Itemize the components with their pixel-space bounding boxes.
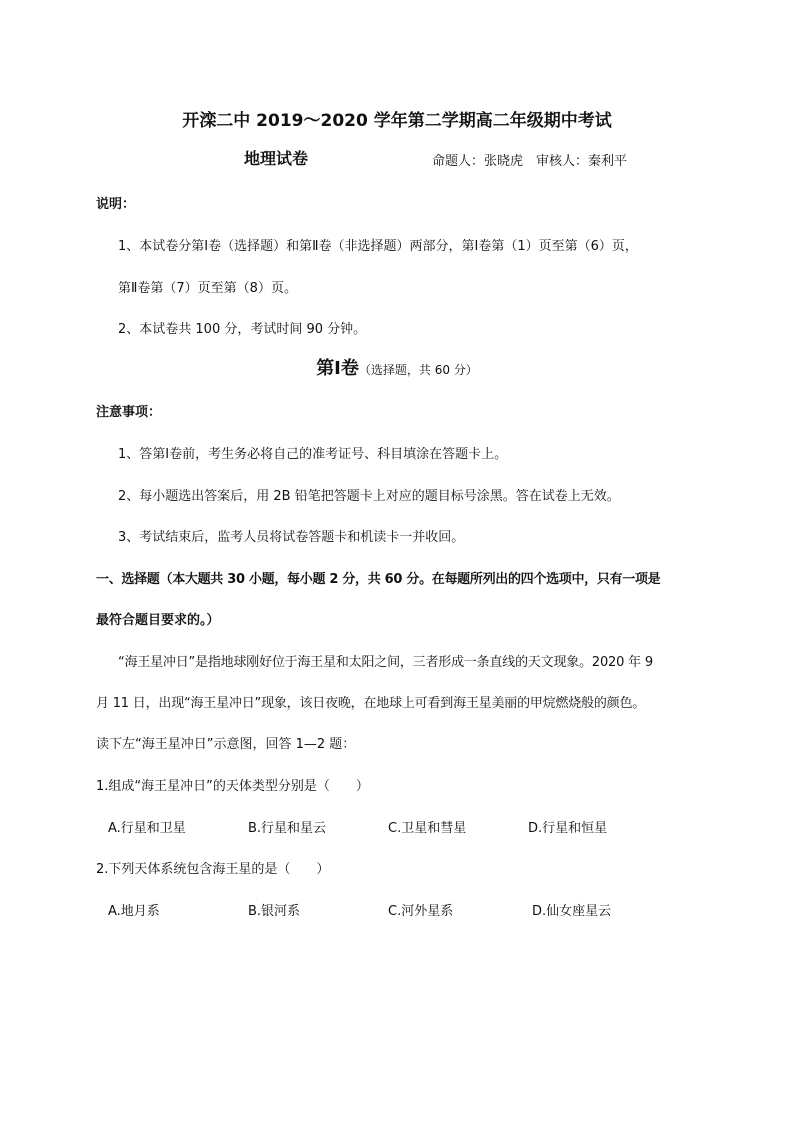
question-2-option-d: D.仙女座星云	[532, 904, 612, 919]
instruction-item-2: 2、本试卷共 100 分，考试时间 90 分钟。	[118, 322, 367, 337]
passage-line-3: 读下左“海王星冲日”示意图，回答 1—2 题：	[96, 737, 356, 752]
question-1-option-a: A.行星和卫星	[108, 821, 186, 836]
instruction-item-1-line-1: 1、本试卷分第Ⅰ卷（选择题）和第Ⅱ卷（非选择题）两部分，第Ⅰ卷第（1）页至第（6）页，	[118, 239, 638, 254]
question-2-option-c: C.河外星系	[388, 904, 454, 919]
exam-title: 开滦二中 2019～2020 学年第二学期高二年级期中考试	[182, 111, 612, 131]
question-2-option-a: A.地月系	[108, 904, 160, 919]
notes-heading: 注意事项：	[96, 405, 162, 420]
question-1-stem: 1.组成“海王星冲日”的天体类型分别是（ ）	[96, 779, 369, 794]
section-1-heading	[0, 354, 794, 380]
section-1-title: 第Ⅰ卷	[316, 358, 359, 379]
instruction-item-1-line-2: 第Ⅱ卷第（7）页至第（8）页。	[118, 281, 297, 296]
passage-line-2: 月 11 日，出现“海王星冲日”现象，该日夜晚，在地球上可看到海王星美丽的甲烷燃烧般的颜色。	[96, 696, 646, 711]
question-2-option-b: B.银河系	[248, 904, 301, 919]
instructions-heading: 说明：	[96, 197, 136, 212]
passage-line-1: “海王星冲日”是指地球刚好位于海王星和太阳之间，三者形成一条直线的天文现象。2020 年 9	[118, 655, 653, 670]
note-item-2: 2、每小题选出答案后，用 2B 铅笔把答题卡上对应的题目标号涂黑。答在试卷上无效。	[118, 489, 620, 504]
section-1-subtitle: （选择题，共 60 分）	[358, 363, 478, 377]
question-1-option-c: C.卫星和彗星	[388, 821, 467, 836]
authors-line: 命题人：张晓虎 审核人：秦利平	[432, 154, 628, 169]
note-item-3: 3、考试结束后，监考人员将试卷答题卡和机读卡一并收回。	[118, 530, 465, 545]
question-1-option-b: B.行星和星云	[248, 821, 327, 836]
question-1-option-d: D.行星和恒星	[528, 821, 608, 836]
part-1-heading-line-2: 最符合题目要求的。）	[96, 613, 220, 628]
note-item-1: 1、答第Ⅰ卷前，考生务必将自己的准考证号、科目填涂在答题卡上。	[118, 447, 508, 462]
question-2-stem: 2.下列天体系统包含海王星的是（ ）	[96, 862, 330, 877]
subject-title: 地理试卷	[244, 149, 309, 168]
part-1-heading-line-1: 一、选择题（本大题共 30 小题，每小题 2 分，共 60 分。在每题所列出的四个选项中，只有一项是	[96, 572, 661, 587]
